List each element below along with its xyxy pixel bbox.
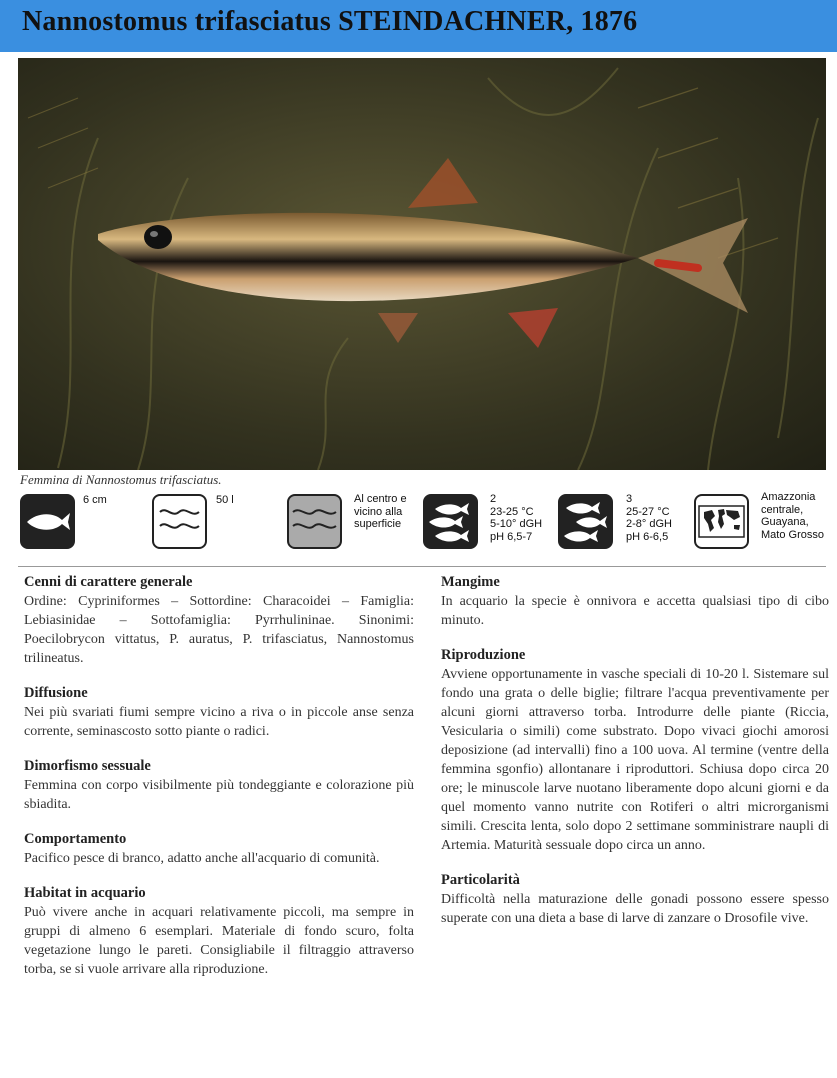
section-text: Nei più svariati fiumi sempre vicino a riva o in piccole anse senza corrente, seminascosto sotto piante o radici.: [24, 705, 414, 739]
section-reproduction: [441, 647, 829, 855]
breeding-icon: [558, 494, 613, 549]
section-divider: [18, 566, 826, 567]
title-banner: [0, 0, 837, 52]
volume-value: 50 l: [216, 494, 234, 506]
fish-photo-illustration: [18, 58, 826, 470]
world-map-icon: [694, 494, 749, 549]
water-quality-icon: [423, 494, 478, 549]
swim-zone-text: Al centro e vicino alla superficie: [354, 493, 407, 530]
section-food: [441, 574, 829, 630]
section-heading: Particolarità: [441, 872, 520, 888]
section-habitat: [24, 885, 414, 979]
section-heading: Cenni di carattere generale: [24, 574, 193, 590]
section-heading: Diffusione: [24, 685, 88, 701]
page-title: Nannostomus trifasciatus STEINDACHNER, 1876: [22, 6, 638, 37]
section-text: In acquario la specie è onnivora e accetta qualsiasi tipo di cibo minuto.: [441, 594, 829, 628]
section-heading: Riproduzione: [441, 647, 526, 663]
section-heading: Habitat in acquario: [24, 885, 146, 901]
section-text: Difficoltà nella maturazione delle gonadi possono essere spesso superate con una dieta a base di larve di zanzare o Drosofile vive.: [441, 892, 829, 926]
right-column: [441, 574, 829, 945]
photo-caption: Femmina di Nannostomus trifasciatus.: [20, 472, 222, 487]
section-notes: [441, 872, 829, 928]
fact-icons: [0, 488, 837, 558]
section-general: [24, 574, 414, 668]
water-params-1: 2 23-25 °C 5-10° dGH pH 6,5-7: [490, 493, 543, 543]
fish-photo: [18, 58, 826, 470]
section-text: Ordine: Cypriniformes – Sottordine: Characoidei – Famiglia: Lebiasinidae – Sottofamiglia: Pyrrhulininae. Sinonimi: Poecilobrycon vittatus, P. auratus, P. trifasciatus, Nannostomus trilineatus.: [24, 594, 414, 666]
region-text: Amazzonia centrale, Guayana, Mato Grosso: [761, 491, 824, 541]
section-dimorphism: [24, 758, 414, 814]
size-value: 6 cm: [83, 494, 107, 506]
water-params-2: 3 25-27 °C 2-8° dGH pH 6-6,5: [626, 493, 672, 543]
section-heading: Comportamento: [24, 831, 127, 847]
fish-size-icon: [20, 494, 75, 549]
section-distribution: [24, 685, 414, 741]
section-text: Femmina con corpo visibilmente più tondeggiante e colorazione più sbiadita.: [24, 778, 414, 812]
section-behaviour: [24, 831, 414, 868]
section-heading: Mangime: [441, 574, 500, 590]
tank-volume-icon: [152, 494, 207, 549]
left-column: [24, 574, 414, 996]
section-heading: Dimorfismo sessuale: [24, 758, 151, 774]
section-text: Pacifico pesce di branco, adatto anche all'acquario di comunità.: [24, 851, 380, 866]
swim-zone-icon: [287, 494, 342, 549]
section-text: Può vivere anche in acquari relativamente piccoli, ma sempre in gruppi di almeno 6 esemplari. Materiale di fondo scuro, folta vegetazione lungo le pareti. Consigliabile il filtraggio attraverso torba, se si vuole arrivare alla riproduzione.: [24, 905, 414, 977]
section-text: Avviene opportunamente in vasche speciali di 10-20 l. Sistemare sul fondo una grata o delle biglie; filtrare l'acqua preventivamente per alcuni giorni attraverso torba. Introdurre delle piante (Riccia, Vesicularia o simili) come substrato. Dopo vivaci giochi amorosi deposizione (ad intervalli) fino a 100 uova. Al termine (ventre della femmina sgonfio) allontanare i riproduttori. Schiusa dopo circa 20 ore; le minuscole larve nuotano liberamente dopo alcuni giorni e da quel momento vanno nutrite con Rotiferi o altri microrganismi simili. Crescita lenta, solo dopo 2 settimane somministrare naupli di Artemia. Maturità sessuale dopo circa un anno.: [441, 667, 829, 853]
